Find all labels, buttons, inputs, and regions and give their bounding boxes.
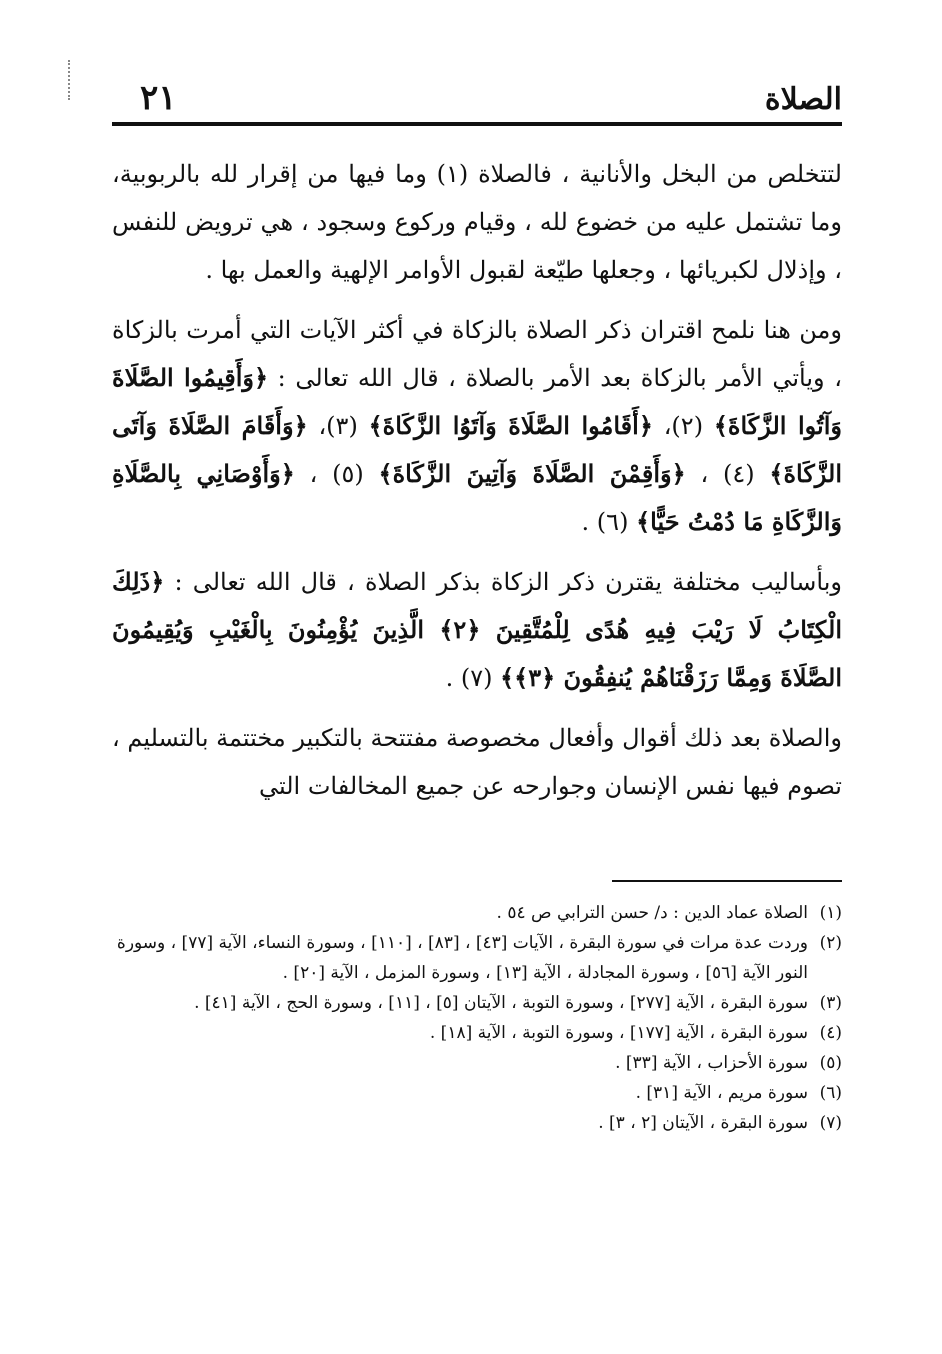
verse-2: ﴿أَقَامُوا الصَّلَاةَ وَآتَوُا الزَّكَاةَ﴾ — [368, 411, 653, 440]
paragraph-1 — [112, 150, 842, 294]
verse-5: ﴿وَأَوْصَانِي بِالصَّلَاةِ وَالزَّكَاةِ مَا دُمْتُ حَيًّا﴾ — [112, 459, 842, 536]
footnote-text: وردت عدة مرات في سورة البقرة ، الآيات [٤٣] ، [٨٣] ، [١١٠] ، وسورة النساء، الآية [٧٧] ، وسورة النور الآية [٥٦] ، وسورة المجادلة ، الآية [١٣] ، وسورة المزمل ، الآية [٢٠] . — [116, 933, 808, 983]
verse-1: ﴿وَأَقِيمُوا الصَّلَاةَ وَآتُوا الزَّكَاةَ﴾ — [112, 363, 842, 440]
paragraph-3 — [112, 558, 842, 702]
footnote-number: (٢) — [819, 933, 842, 953]
footnote-text: سورة البقرة ، الآيتان [٢ ، ٣] . — [598, 1113, 808, 1133]
margin-dots — [68, 60, 72, 100]
footnote-7 — [112, 1108, 842, 1138]
verse-4-ref: (٥) ، — [309, 460, 364, 488]
verse-3-ref: (٤) ، — [700, 460, 755, 488]
footnote-2 — [112, 928, 842, 988]
footnote-number: (١) — [819, 903, 842, 923]
paragraph-3-intro: وبأساليب مختلفة يقترن ذكر الزكاة بذكر الصلاة ، قال الله تعالى : — [174, 568, 842, 596]
verse-6: ﴿ذَلِكَ الْكِتَابُ لَا رَيْبَ فِيهِ هُدًى لِلْمُتَّقِينَ ﴿٢﴾ الَّذِينَ يُؤْمِنُونَ بِالْغَيْبِ وَيُقِيمُونَ الصَّلَاةَ وَمِمَّا رَزَقْنَاهُمْ يُنفِقُونَ ﴿٣﴾﴾ — [112, 567, 843, 692]
footnotes — [112, 898, 842, 1138]
paragraph-1-text: لتتخلص من البخل والأنانية ، فالصلاة (١) وما فيها من إقرار لله بالربوبية، وما تشتمل عليه من خضوع لله ، وقيام وركوع وسجود ، هي ترويض للنفس ، وإذلال لكبريائها ، وجعلها طيّعة لقبول الأوامر الإلهية والعمل بها . — [112, 160, 842, 284]
paragraph-2-intro: ومن هنا نلمح اقتران ذكر الصلاة بالزكاة في أكثر الآيات التي أمرت بالزكاة ، ويأتي الأمر بالزكاة بعد الأمر بالصلاة ، قال الله تعالى : — [112, 316, 842, 392]
footnote-4 — [112, 1018, 842, 1048]
verse-3: ﴿وَأَقَامَ الصَّلَاةَ وَآتَى الزَّكَاةَ﴾ — [112, 411, 842, 488]
footnote-rule — [612, 880, 842, 882]
footnote-5 — [112, 1048, 842, 1078]
header-rule — [112, 122, 842, 126]
footnote-text: سورة البقرة ، الآية [١٧٧] ، وسورة التوبة ، الآية [١٨] . — [429, 1023, 808, 1043]
footnote-text: سورة الأحزاب ، الآية [٣٣] . — [615, 1053, 808, 1073]
verse-4: ﴿وَأَقِمْنَ الصَّلَاةَ وَآتِينَ الزَّكَاةَ﴾ — [378, 459, 686, 488]
footnote-number: (٦) — [819, 1083, 842, 1103]
footnote-number: (٥) — [819, 1053, 842, 1073]
page-number: ٢١ — [140, 78, 177, 118]
paragraph-4 — [112, 714, 842, 810]
page-header — [112, 72, 842, 124]
running-title: الصلاة — [764, 82, 842, 117]
paragraph-4-text: والصلاة بعد ذلك أقوال وأفعال مخصوصة مفتتحة بالتكبير مختتمة بالتسليم ، تصوم فيها نفس الإنسان وجوارحه عن جميع المخالفات التي — [112, 724, 842, 800]
footnote-number: (٤) — [819, 1023, 842, 1043]
footnote-6 — [112, 1078, 842, 1108]
footnote-text: الصلاة عماد الدين : د/ حسن الترابي ص ٥٤ . — [496, 903, 808, 923]
body-text — [112, 150, 842, 822]
footnote-1 — [112, 898, 842, 928]
footnote-text: سورة البقرة ، الآية [٢٧٧] ، وسورة التوبة ، الآيتان [٥] ، [١١] ، وسورة الحج ، الآية [٤١] . — [194, 993, 808, 1013]
footnote-3 — [112, 988, 842, 1018]
footnote-text: سورة مريم ، الآية [٣١] . — [635, 1083, 808, 1103]
footnote-number: (٧) — [819, 1113, 842, 1133]
footnote-number: (٣) — [819, 993, 842, 1013]
verse-2-ref: (٣)، — [318, 412, 358, 440]
verse-6-ref: (٧) . — [445, 664, 493, 692]
verse-5-ref: (٦) . — [581, 508, 629, 536]
verse-1-ref: (٢)، — [663, 412, 704, 440]
paragraph-2 — [112, 306, 842, 546]
